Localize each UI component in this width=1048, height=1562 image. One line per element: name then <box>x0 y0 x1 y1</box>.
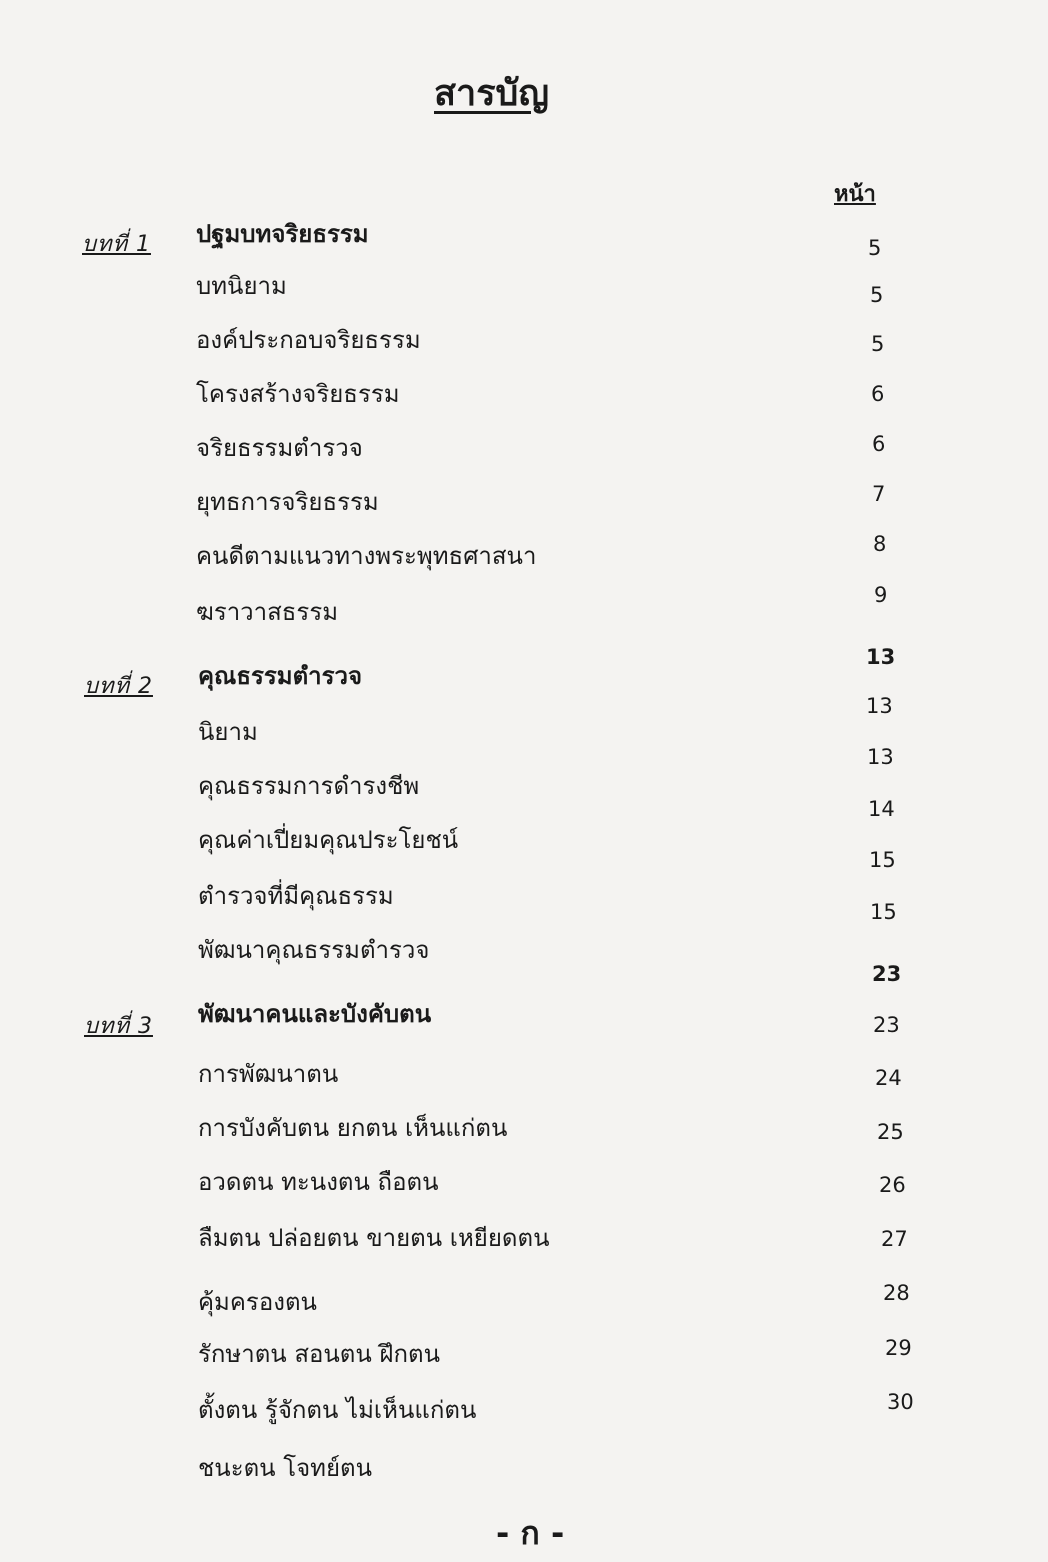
toc-entry: บทนิยาม <box>196 272 287 300</box>
toc-entry: จริยธรรมตำรวจ <box>196 434 363 462</box>
chapter-label: บทที่ 3 <box>84 1014 153 1039</box>
toc-entry: คุ้มครองตน <box>198 1288 317 1316</box>
page-footer: - ก - <box>496 1514 565 1552</box>
toc-page-number: 14 <box>868 797 895 821</box>
toc-page-number: 8 <box>873 532 887 556</box>
toc-page-number: 5 <box>871 332 885 356</box>
toc-entry: ชนะตน โจทย์ตน <box>198 1454 373 1482</box>
chapter-title: ปฐมบทจริยธรรม <box>196 220 369 248</box>
page-title: สารบัญ <box>434 73 550 114</box>
toc-page-number: 13 <box>867 745 894 769</box>
chapter-label: บทที่ 2 <box>84 674 153 699</box>
toc-page-number: 7 <box>872 482 886 506</box>
chapter-title: พัฒนาคนและบังคับตน <box>198 1000 432 1028</box>
toc-entry: ตำรวจที่มีคุณธรรม <box>198 882 394 910</box>
toc-page-number: 9 <box>874 583 888 607</box>
toc-entry: องค์ประกอบจริยธรรม <box>196 326 421 354</box>
toc-page-number: 6 <box>871 382 885 406</box>
chapter-page: 5 <box>868 236 882 260</box>
toc-entry: ตั้งตน รู้จักตน ไม่เห็นแก่ตน <box>198 1396 477 1424</box>
chapter-title: คุณธรรมตำรวจ <box>198 662 363 690</box>
toc-page-number: 5 <box>870 283 884 307</box>
toc-page-number: 6 <box>872 432 886 456</box>
toc-entry: คุณธรรมการดำรงชีพ <box>198 772 420 800</box>
toc-page-number: 25 <box>877 1120 904 1144</box>
toc-entry: คนดีตามแนวทางพระพุทธศาสนา <box>196 542 537 570</box>
toc-entry: ลืมตน ปล่อยตน ขายตน เหยียดตน <box>198 1224 550 1252</box>
toc-entry: การพัฒนาตน <box>198 1060 339 1088</box>
chapter-page: 23 <box>872 962 902 986</box>
toc-entry: ฆราวาสธรรม <box>196 598 339 626</box>
toc-page-number: 26 <box>879 1173 906 1197</box>
toc-page-number: 13 <box>866 694 893 718</box>
page-column-header: หน้า <box>834 182 876 207</box>
chapter-page: 13 <box>866 645 896 669</box>
chapter-label: บทที่ 1 <box>82 232 151 257</box>
toc-entry: รักษาตน สอนตน ฝึกตน <box>198 1340 441 1368</box>
toc-page-number: 15 <box>870 900 897 924</box>
toc-entry: ยุทธการจริยธรรม <box>196 488 379 516</box>
toc-entry: โครงสร้างจริยธรรม <box>196 380 400 408</box>
toc-entry: คุณค่าเปี่ยมคุณประโยชน์ <box>198 826 459 854</box>
toc-entry: อวดตน ทะนงตน ถือตน <box>198 1168 439 1196</box>
toc-page-number: 29 <box>885 1336 912 1360</box>
toc-page-number: 30 <box>887 1390 914 1414</box>
toc-page-number: 28 <box>883 1281 910 1305</box>
toc-entry: นิยาม <box>198 718 258 746</box>
toc-page-number: 24 <box>875 1066 902 1090</box>
toc-entry: พัฒนาคุณธรรมตำรวจ <box>198 936 430 964</box>
toc-page-number: 27 <box>881 1227 908 1251</box>
toc-page-number: 15 <box>869 848 896 872</box>
toc-page-number: 23 <box>873 1013 900 1037</box>
toc-entry: การบังคับตน ยกตน เห็นแก่ตน <box>198 1114 508 1142</box>
